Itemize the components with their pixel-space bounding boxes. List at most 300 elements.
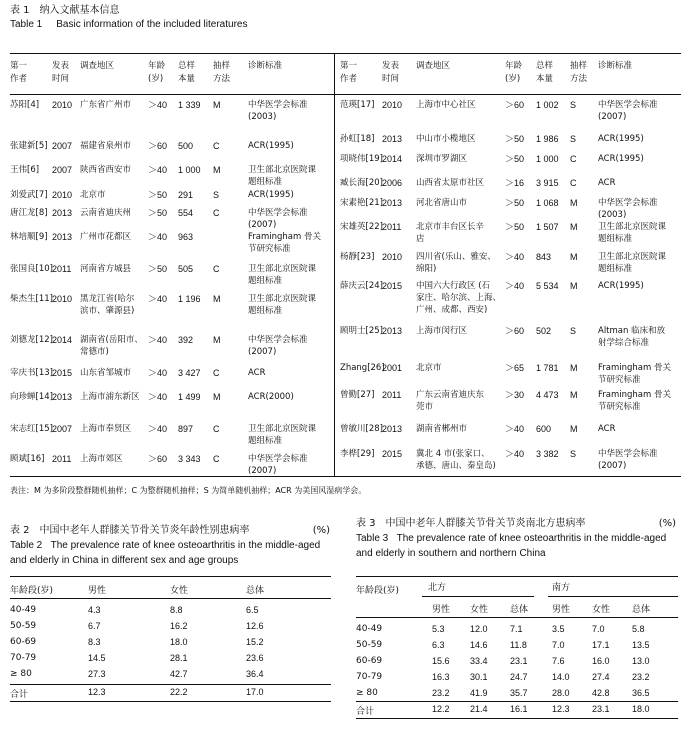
table1-row	[10, 137, 332, 161]
table2-row	[10, 636, 331, 651]
header-method: 抽样	[570, 61, 588, 71]
table3-cell: 7.6	[552, 656, 565, 666]
year-cell: 2006	[382, 178, 403, 188]
header-sample: 本量	[178, 74, 196, 84]
criteria-cell: 卫生部北京医院课	[248, 294, 317, 304]
author-cell: 张建新[5]	[10, 141, 48, 151]
table1-row	[10, 450, 332, 489]
sample-cell: 291	[178, 190, 194, 200]
sample-cell: 505	[178, 264, 194, 274]
author-cell: 苏阳[4]	[10, 100, 40, 110]
author-cell: 臧长海[20]	[340, 178, 383, 188]
table2-cell: 6.5	[246, 605, 259, 615]
region-cell: 云南省迪庆州	[80, 208, 132, 218]
table3-cell: 50-59	[356, 640, 383, 650]
table2-cell: 8.8	[170, 605, 183, 615]
table3-cell: 60-69	[356, 656, 383, 666]
author-cell: 刘德龙[12]	[10, 335, 53, 345]
year-cell: 2015	[382, 281, 403, 291]
table1-title-cn: 表 1 纳入文献基本信息	[10, 5, 120, 16]
table3-cell: 24.7	[510, 672, 528, 682]
criteria-cell: 节研究标准	[598, 375, 641, 385]
region-cell: 河南省方城县	[80, 264, 132, 274]
table2-cell: 23.6	[246, 653, 264, 663]
table3-total-rule	[356, 701, 678, 702]
age-cell: ＞40	[148, 232, 168, 242]
method-cell: C	[570, 154, 577, 164]
sample-cell: 1 339	[178, 100, 201, 110]
table2-cell: 16.2	[170, 621, 188, 631]
table1-row	[10, 364, 332, 388]
table1-row	[10, 388, 332, 420]
criteria-cell: ACR(1995)	[598, 154, 644, 164]
region-cell: 四川省(乐山、雅安、	[416, 252, 496, 262]
method-cell: M	[570, 390, 578, 400]
table3-header-north: 北方	[428, 583, 447, 593]
table3-cell: 16.3	[432, 672, 450, 682]
region-cell: 中国六大行政区 (石	[416, 281, 491, 291]
sample-cell: 5 534	[536, 281, 559, 291]
age-cell: ＞65	[505, 363, 525, 373]
sample-cell: 963	[178, 232, 194, 242]
sample-cell: 3 915	[536, 178, 559, 188]
author-cell: 杨静[23]	[340, 252, 375, 262]
table3-header-sub: 总体	[510, 605, 529, 615]
table2-cell: 36.4	[246, 669, 264, 679]
table2-cell: 女性	[170, 585, 189, 595]
header-age: (岁)	[505, 74, 521, 84]
year-cell: 2014	[382, 154, 403, 164]
region-cell: 常德市)	[80, 347, 109, 357]
table2-total-rule	[10, 684, 331, 685]
year-cell: 2013	[52, 208, 73, 218]
method-cell: S	[213, 190, 220, 200]
criteria-cell: 卫生部北京医院课	[598, 252, 667, 262]
table3-header-sub: 总体	[632, 605, 651, 615]
table1-row	[10, 96, 332, 137]
table1-row	[10, 161, 332, 186]
method-cell: M	[570, 363, 578, 373]
sample-cell: 1 986	[536, 134, 559, 144]
criteria-cell: (2007)	[248, 347, 277, 357]
header-criteria: 诊断标准	[248, 61, 283, 71]
table3-cell: 13.5	[632, 640, 650, 650]
criteria-cell: 题组标准	[248, 177, 283, 187]
criteria-cell: 中华医学会标准	[248, 100, 308, 110]
table3-title-en: The prevalence rate of knee osteoarthritis in the middle-aged and elderly in southern and northern China	[356, 533, 667, 559]
table2-row	[10, 604, 331, 619]
criteria-cell: (2007)	[248, 220, 277, 230]
method-cell: M	[570, 252, 578, 262]
table3-cell: 33.4	[470, 656, 488, 666]
header-age: 年龄	[148, 61, 166, 71]
region-cell: 绵阳)	[416, 264, 437, 274]
table1-row	[340, 420, 681, 445]
table3-cell: 13.0	[632, 656, 650, 666]
table2-top-rule	[10, 576, 331, 577]
sample-cell: 1 068	[536, 198, 559, 208]
criteria-cell: Framingham 骨关	[598, 363, 671, 373]
method-cell: S	[570, 326, 577, 336]
table3-title-cn: 表 3 中国中老年人群膝关节骨关节炎南北方患病率	[356, 518, 586, 529]
region-cell: 上海市闵行区	[416, 326, 468, 336]
table3-header-sub: 女性	[592, 605, 611, 615]
age-cell: ＞30	[505, 390, 525, 400]
table2-unit: (%)	[312, 525, 330, 536]
region-cell: 广州、成都、西安)	[416, 305, 488, 315]
method-cell: M	[570, 424, 578, 434]
table2-row	[10, 652, 331, 667]
table1-row	[340, 194, 681, 218]
author-cell: Zhang[26]	[340, 363, 385, 373]
criteria-cell: ACR	[248, 368, 266, 378]
criteria-cell: 中华医学会标准	[598, 449, 658, 459]
author-cell: 顾明士[25]	[340, 326, 383, 336]
age-cell: ＞50	[148, 264, 168, 274]
criteria-cell: 中华医学会标准	[598, 198, 658, 208]
region-cell: 福建省泉州市	[80, 141, 132, 151]
criteria-cell: 题组标准	[248, 436, 283, 446]
table3-cell: 5.3	[432, 624, 445, 634]
author-cell: 项晓伟[19]	[340, 154, 383, 164]
author-cell: 林培顺[9]	[10, 232, 48, 242]
table3-header-rule	[356, 617, 678, 618]
year-cell: 2013	[52, 232, 73, 242]
header-age: 年龄	[505, 61, 523, 71]
sample-cell: 4 473	[536, 390, 559, 400]
table1-row	[10, 331, 332, 364]
table1-row	[10, 420, 332, 450]
method-cell: S	[570, 134, 577, 144]
year-cell: 2013	[382, 424, 403, 434]
method-cell: C	[213, 454, 220, 464]
table3-total-cell: 23.1	[592, 704, 610, 714]
table1-row	[340, 150, 681, 174]
year-cell: 2013	[382, 134, 403, 144]
year-cell: 2007	[52, 424, 73, 434]
year-cell: 2011	[52, 454, 72, 464]
criteria-cell: 节研究标准	[248, 244, 291, 254]
criteria-cell: ACR(1995)	[248, 141, 294, 151]
criteria-cell: 中华医学会标准	[248, 208, 308, 218]
header-method: 抽样	[213, 61, 231, 71]
age-cell: ＞16	[505, 178, 525, 188]
sample-cell: 1 499	[178, 392, 201, 402]
criteria-cell: 题组标准	[598, 264, 633, 274]
table1-row	[340, 96, 681, 130]
age-cell: ＞40	[505, 424, 525, 434]
age-cell: ＞40	[148, 294, 168, 304]
table3-cell: 6.3	[432, 640, 445, 650]
table3-cell: 23.2	[632, 672, 650, 682]
age-cell: ＞40	[148, 100, 168, 110]
table3-unit: (%)	[658, 518, 676, 529]
criteria-cell: 题组标准	[598, 234, 633, 244]
author-cell: 范瑛[17]	[340, 100, 375, 110]
region-cell: 家庄、哈尔滨、上海、	[416, 293, 502, 303]
table3-cell: 3.5	[552, 624, 565, 634]
year-cell: 2015	[382, 449, 403, 459]
region-cell: 滨市、肇源县)	[80, 306, 135, 316]
table1-row	[340, 130, 681, 150]
table3-cell: 40-49	[356, 624, 383, 634]
table2-cell: 4.3	[88, 605, 101, 615]
table2-cell: 28.1	[170, 653, 188, 663]
author-cell: 孙虹[18]	[340, 134, 375, 144]
criteria-cell: (2003)	[248, 112, 277, 122]
author-cell: 曾勤[27]	[340, 390, 375, 400]
sample-cell: 1 000	[536, 154, 559, 164]
region-cell: 上海市中心社区	[416, 100, 476, 110]
age-cell: ＞40	[148, 368, 168, 378]
age-cell: ＞50	[148, 190, 168, 200]
table1-left-half	[10, 56, 332, 489]
region-cell: 承德、唐山、秦皇岛)	[416, 461, 496, 471]
table3-header-sub: 男性	[552, 605, 571, 615]
table1-row	[10, 186, 332, 204]
region-cell: 广东省广州市	[80, 100, 132, 110]
region-cell: 上海市奉贤区	[80, 424, 132, 434]
region-cell: 深圳市罗湖区	[416, 154, 468, 164]
table1-row	[340, 322, 681, 359]
sample-cell: 600	[536, 424, 552, 434]
table2-row	[10, 668, 331, 683]
table3-cell: 28.0	[552, 688, 570, 698]
table1-row	[10, 260, 332, 290]
table3-cell: 27.4	[592, 672, 610, 682]
table3-cell: 14.0	[552, 672, 570, 682]
table3-title-label: Table 3	[356, 533, 389, 544]
header-author: 作者	[10, 74, 28, 84]
region-cell: 店	[416, 234, 425, 244]
method-cell: M	[213, 294, 221, 304]
table1-row	[340, 277, 681, 322]
criteria-cell: Altman 临床和放	[598, 326, 666, 336]
region-cell: 河北省唐山市	[416, 198, 468, 208]
table1-row	[10, 290, 332, 331]
table3-cell: 42.8	[592, 688, 610, 698]
table3-cell: 7.1	[510, 624, 523, 634]
table2-cell: 60-69	[10, 637, 37, 647]
sample-cell: 3 427	[178, 368, 201, 378]
region-cell: 北京市	[80, 190, 106, 200]
table3-cell: 36.5	[632, 688, 650, 698]
sample-cell: 1 781	[536, 363, 559, 373]
table2-title-label: Table 2	[10, 540, 43, 551]
age-cell: ＞40	[148, 335, 168, 345]
age-cell: ＞40	[505, 281, 525, 291]
table3-total-cell: 12.3	[552, 704, 570, 714]
region-cell: 冀北 4 市(张家口、	[416, 449, 490, 459]
header-year: 时间	[382, 74, 400, 84]
table3-cell: 30.1	[470, 672, 488, 682]
author-cell: 王伟[6]	[10, 165, 40, 175]
table3-cell: ≥ 80	[356, 688, 378, 698]
sample-cell: 843	[536, 252, 552, 262]
header-author: 第一	[10, 61, 28, 71]
year-cell: 2013	[382, 198, 403, 208]
table3-cell: 35.7	[510, 688, 528, 698]
author-cell: 宋志红[15]	[10, 424, 53, 434]
region-cell: 莞市	[416, 402, 434, 412]
year-cell: 2007	[52, 165, 73, 175]
table2-cell: 27.3	[88, 669, 106, 679]
age-cell: ＞40	[148, 392, 168, 402]
age-cell: ＞50	[505, 222, 525, 232]
table3-cell: 7.0	[552, 640, 565, 650]
table1-row	[340, 359, 681, 386]
sample-cell: 554	[178, 208, 194, 218]
table2-cell: 17.0	[246, 687, 264, 697]
table1-top-rule	[10, 53, 681, 54]
age-cell: ＞60	[148, 454, 168, 464]
table3-caption	[356, 516, 676, 561]
year-cell: 2011	[382, 222, 402, 232]
table2-cell: 14.5	[88, 653, 106, 663]
table2-header-rule	[10, 598, 331, 599]
table2-total-row	[10, 686, 331, 701]
author-cell: 向珍蝉[14]	[10, 392, 53, 402]
table3-cell: 41.9	[470, 688, 488, 698]
sample-cell: 1 002	[536, 100, 559, 110]
table1-divider	[334, 53, 335, 476]
header-sample: 总样	[178, 61, 196, 71]
author-cell: 宋雄英[22]	[340, 222, 383, 232]
age-cell: ＞50	[505, 198, 525, 208]
sample-cell: 897	[178, 424, 194, 434]
criteria-cell: 卫生部北京医院课	[598, 222, 667, 232]
author-cell: 刘爱武[7]	[10, 190, 48, 200]
criteria-cell: 射学综合标准	[598, 338, 650, 348]
criteria-cell: ACR	[598, 178, 616, 188]
criteria-cell: (2007)	[598, 112, 627, 122]
header-age: (岁)	[148, 74, 164, 84]
criteria-cell: 卫生部北京医院课	[248, 264, 317, 274]
table2-cell: 男性	[88, 585, 107, 595]
header-criteria: 诊断标准	[598, 61, 633, 71]
method-cell: C	[213, 424, 220, 434]
table3-cell: 16.0	[592, 656, 610, 666]
table1-caption	[10, 4, 247, 32]
criteria-cell: (2007)	[248, 466, 277, 476]
region-cell: 北京市	[416, 363, 442, 373]
table2-caption	[10, 523, 330, 568]
table2-bottom-rule	[10, 701, 331, 702]
region-cell: 山东省邹城市	[80, 368, 132, 378]
age-cell: ＞40	[148, 424, 168, 434]
table2-cell: 15.2	[246, 637, 264, 647]
table2-cell: 40-49	[10, 605, 37, 615]
criteria-cell: 卫生部北京医院课	[248, 165, 317, 175]
age-cell: ＞60	[505, 326, 525, 336]
sample-cell: 3 343	[178, 454, 201, 464]
table3-header-south: 南方	[552, 583, 571, 593]
author-cell: 李桦[29]	[340, 449, 375, 459]
criteria-cell: ACR(1995)	[598, 281, 644, 291]
author-cell: 宋素艳[21]	[340, 198, 383, 208]
age-cell: ＞40	[505, 449, 525, 459]
method-cell: M	[213, 392, 221, 402]
table3-total-cell: 21.4	[470, 704, 488, 714]
age-cell: ＞50	[148, 208, 168, 218]
criteria-cell: Framingham 骨关	[248, 232, 321, 242]
table1-row	[340, 248, 681, 277]
age-cell: ＞50	[505, 154, 525, 164]
sample-cell: 3 382	[536, 449, 559, 459]
table2-cell: 18.0	[170, 637, 188, 647]
header-method: 方法	[213, 74, 231, 84]
criteria-cell: 题组标准	[248, 276, 283, 286]
age-cell: ＞60	[505, 100, 525, 110]
table2-title-en: The prevalence rate of knee osteoarthritis in the middle-aged and elderly in China in different sex and age groups	[10, 540, 321, 566]
table2-row	[10, 620, 331, 635]
table2-cell: 6.7	[88, 621, 101, 631]
region-cell: 广东云南省迪庆东	[416, 390, 485, 400]
method-cell: C	[570, 178, 577, 188]
method-cell: S	[570, 100, 577, 110]
criteria-cell: ACR	[598, 424, 616, 434]
table3-cell: 12.0	[470, 624, 488, 634]
table1-title-label: Table 1	[10, 19, 43, 30]
table1-row	[10, 204, 332, 228]
year-cell: 2011	[382, 390, 402, 400]
author-cell: 宰庆书[13]	[10, 368, 53, 378]
header-author: 作者	[340, 74, 358, 84]
method-cell: S	[570, 449, 577, 459]
table3-cell: 14.6	[470, 640, 488, 650]
table3-cell: 70-79	[356, 672, 383, 682]
region-cell: 上海市郊区	[80, 454, 123, 464]
year-cell: 2011	[52, 264, 72, 274]
table2-title-cn: 表 2 中国中老年人群膝关节骨关节炎年龄性别患病率	[10, 525, 250, 536]
table2-cell: 70-79	[10, 653, 37, 663]
region-cell: 山西省太原市社区	[416, 178, 485, 188]
table3-total-cell: 12.2	[432, 704, 450, 714]
region-cell: 湖南省(岳阳市、	[80, 335, 143, 345]
table3-header-sub: 男性	[432, 605, 451, 615]
table2-header-row	[10, 582, 331, 597]
header-author: 第一	[340, 61, 358, 71]
method-cell: M	[213, 335, 221, 345]
criteria-cell: 中华医学会标准	[248, 454, 308, 464]
age-cell: ＞50	[505, 134, 525, 144]
age-cell: ＞60	[148, 141, 168, 151]
author-cell: 张国良[10]	[10, 264, 53, 274]
header-region: 调查地区	[416, 61, 451, 71]
method-cell: M	[213, 100, 221, 110]
criteria-cell: 中华医学会标准	[248, 335, 308, 345]
table3-total-cell: 16.1	[510, 704, 528, 714]
table3-north-span-rule	[422, 596, 534, 597]
header-year: 发表	[382, 61, 400, 71]
author-cell: 薛庆云[24]	[340, 281, 383, 291]
table3-total-cell: 18.0	[632, 704, 650, 714]
sample-cell: 1 196	[178, 294, 201, 304]
author-cell: 唐江龙[8]	[10, 208, 48, 218]
year-cell: 2007	[52, 141, 73, 151]
header-method: 方法	[570, 74, 588, 84]
author-cell: 曾敏川[28]	[340, 424, 383, 434]
author-cell: 顾斌[16]	[10, 454, 45, 464]
table1-row	[10, 228, 332, 260]
table3-header-age: 年龄段(岁)	[356, 586, 400, 596]
criteria-cell: ACR(2000)	[248, 392, 294, 402]
region-cell: 北京市丰台区长辛	[416, 222, 485, 232]
table1-row	[340, 445, 681, 482]
table2-cell: 12.6	[246, 621, 264, 631]
table2-cell: 总体	[246, 585, 265, 595]
method-cell: M	[570, 198, 578, 208]
